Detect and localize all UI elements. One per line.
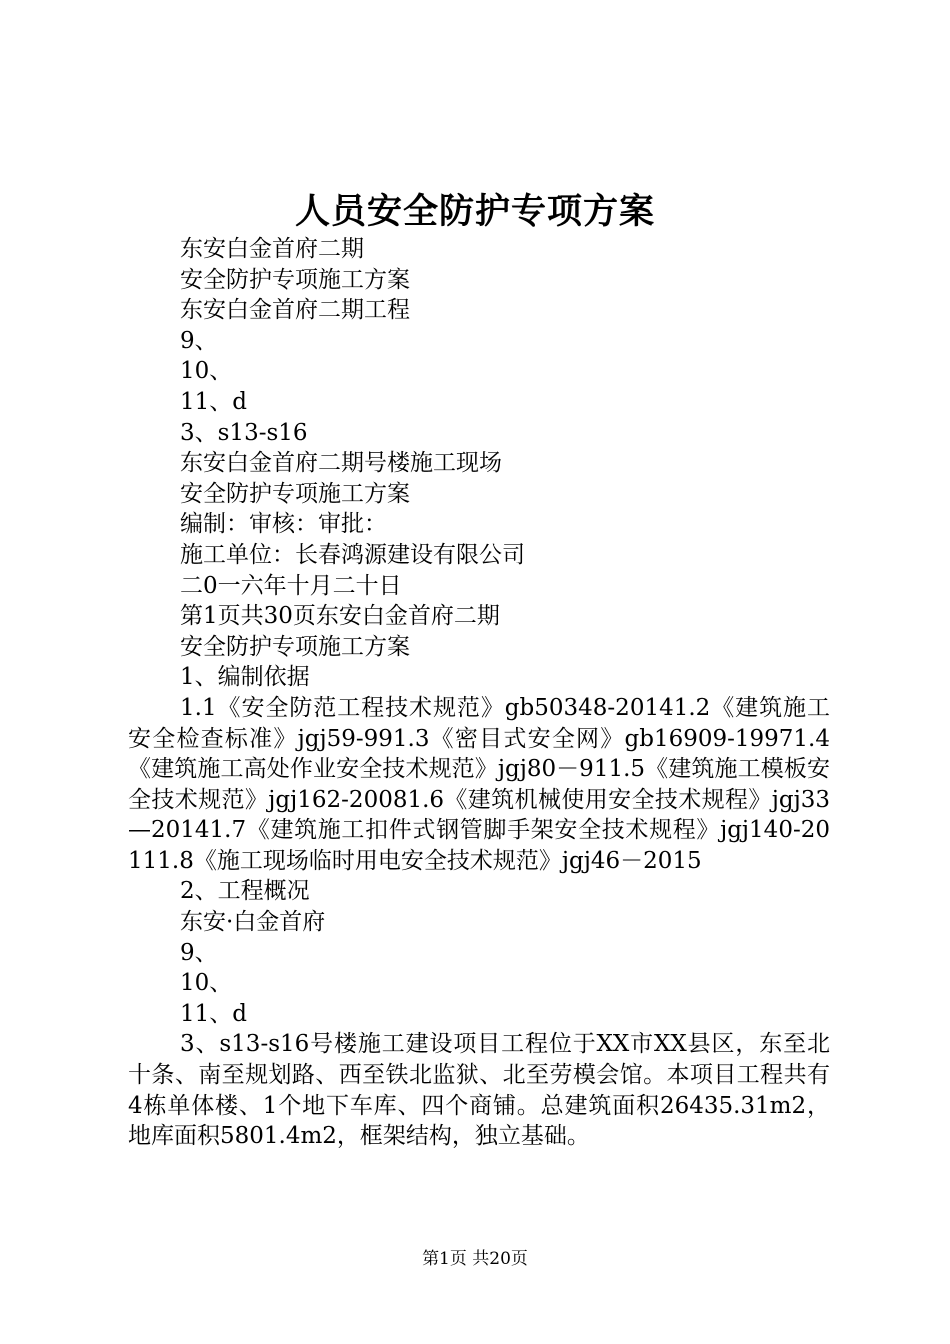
text-line: 第1页共30页东安白金首府二期	[180, 603, 500, 630]
text-line: 安全防护专项施工方案	[180, 480, 410, 507]
text-line: 东安白金首府二期工程	[180, 297, 410, 324]
project-overview-paragraph: 3、s13-s16号楼施工建设项目工程位于XX市XX县区，东至北十条、南至规划路、西至铁北监狱、北至劳模会馆。本项目工程共有4栋单体楼、1个地下车库、四个商铺。总建筑面积26435.31m2，地库面积5801.4m2，框架结构，独立基础。	[128, 1031, 830, 1150]
text-line: 10、	[180, 358, 233, 385]
text-line: 编制：审核：审批：	[180, 511, 387, 538]
document-title: 人员安全防护专项方案	[294, 191, 655, 232]
standards-paragraph: 1.1《安全防范工程技术规范》gb50348-20141.2《建筑施工安全检查标准》jgj59-991.3《密目式安全网》gb16909-19971.4《建筑施工高处作业安全技术规范》jgj80－911.5《建筑施工模板安全技术规范》jgj162-20081.6《建筑机械使用安全技术规程》jgj33—20141.7《建筑施工扣件式钢管脚手架安全技术规程》jgj140-20111.8《施工现场临时用电安全技术规范》jgj46－2015	[128, 694, 830, 874]
text-line: 施工单位：长春鸿源建设有限公司	[180, 541, 525, 568]
text-line: 安全防护专项施工方案	[180, 633, 410, 660]
text-line: 10、	[180, 970, 233, 997]
text-line: 11、d	[180, 1000, 247, 1027]
text-line: 东安白金首府二期号楼施工现场	[180, 450, 502, 477]
text-line: 东安·白金首府	[180, 909, 326, 936]
text-line: 9、	[180, 327, 218, 354]
section-heading: 1、编制依据	[180, 664, 310, 691]
text-line: 安全防护专项施工方案	[180, 266, 410, 293]
page-number: 第1页 共20页	[422, 1249, 528, 1269]
text-line: 9、	[180, 939, 218, 966]
text-line: 东安白金首府二期	[180, 236, 364, 262]
text-line: 二0一六年十月二十日	[180, 572, 402, 599]
document-body	[128, 234, 830, 1152]
text-line: 11、d	[180, 388, 247, 415]
text-line: 3、s13-s16	[180, 419, 308, 446]
section-heading: 2、工程概况	[180, 878, 310, 905]
